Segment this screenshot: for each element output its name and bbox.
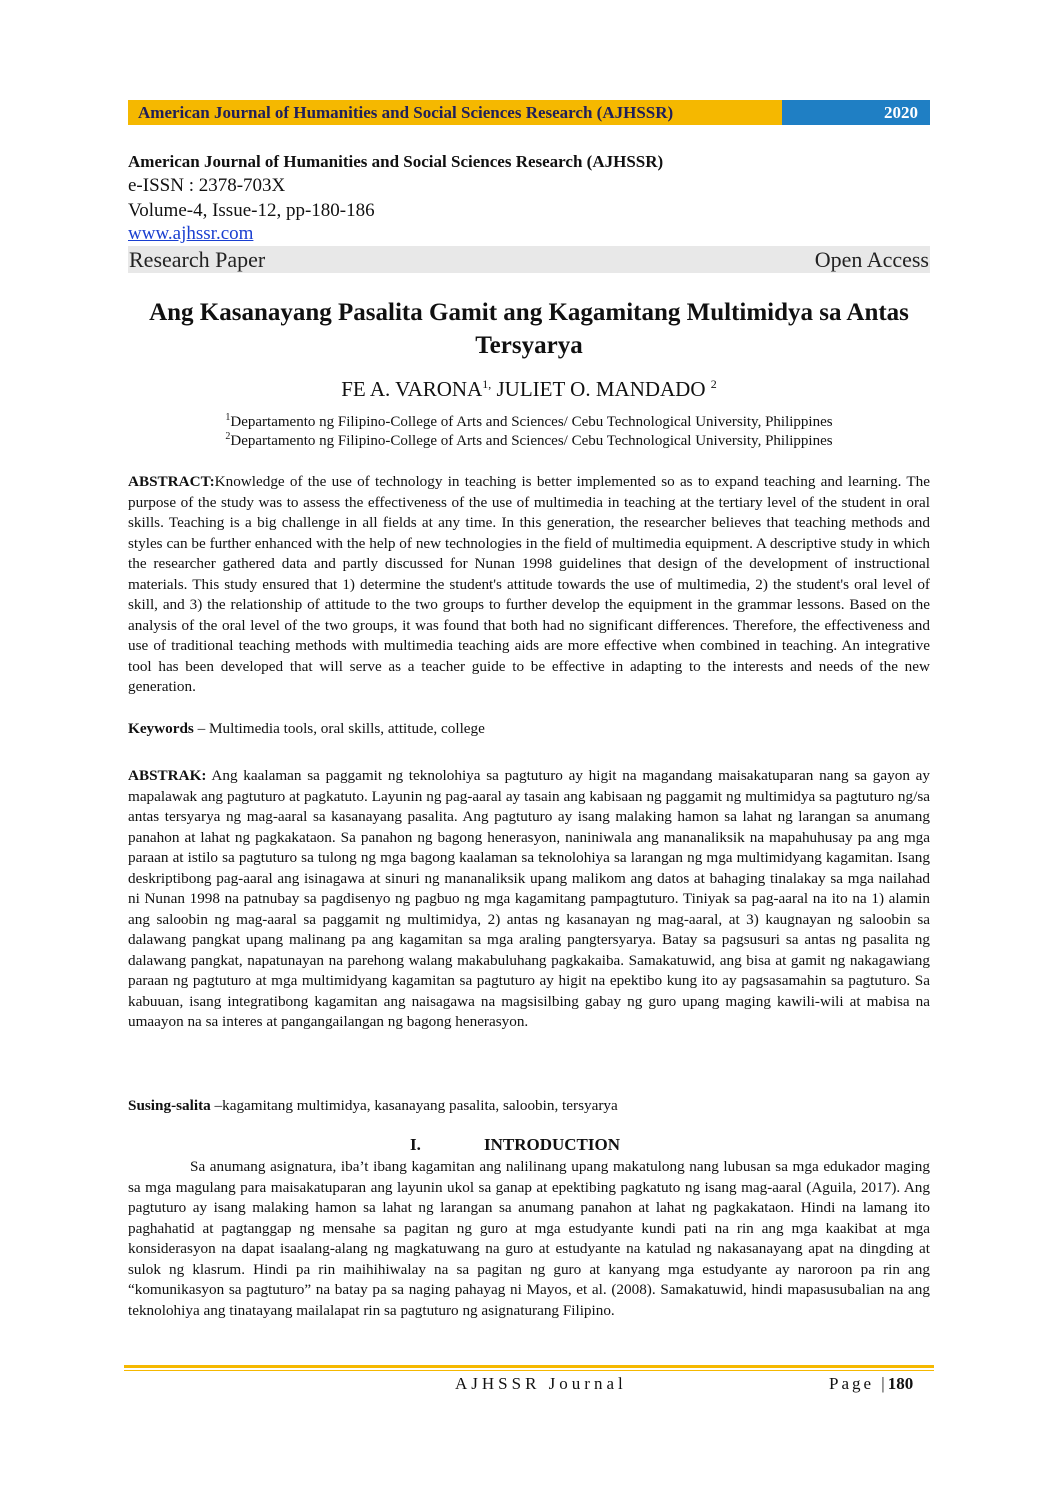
susing-salita-line [128, 1096, 930, 1117]
affiliation-1 [128, 412, 930, 431]
keywords-line [128, 719, 930, 740]
journal-name: American Journal of Humanities and Social Sciences Research (AJHSSR) [128, 152, 664, 171]
section-number: I. [410, 1135, 421, 1154]
abstrak-label: ABSTRAK: [128, 767, 207, 784]
author-line [128, 377, 930, 402]
author-1: FE A. VARONA [341, 377, 483, 401]
introduction-paragraph: Sa anumang asignatura, iba’t ibang kagamitan ang nalilinang upang makatulong nang lubusan sa mga edukador maging sa mga magulang para maisakatuparan ang layunin ukol sa ganap at epektibing pagkatuto ng isang mag-aaral (Aguila, 2017). Ang pagtuturo ay isang malaking hamon sa lahat ng larangan sa anumang panahon at lahat ng pagkakataon. Hindi na lamang ito paghahatid at pagtanggap ng mensahe sa pagitan ng guro at mga estudyante kundi pati na rin ang mga kaakibat at mga konsiderasyon na dapat isaalang-alang ng magkatuwang na guro at estudyante na katulad ng nakasanayang apat na dingding at sulok ng klasrum. Hindi pa rin maihihiwalay na sa pagitan ng guro at kanyang mga estudyante ay naroroon pa rin ang “komunikasyon sa pagtuturo” na batay pa sa naging pahayag ni Mayos, et al. (2008). Samakatuwid, hindi mapasusubalian na ang teknolohiya ang tinatayang mailalapat rin sa pagtuturo ng asignaturang Filipino. [128, 1158, 930, 1319]
affiliation-2 [128, 431, 930, 450]
paper-type-bar [128, 246, 930, 273]
footer-page [829, 1374, 913, 1394]
footer-page-label: Page | [829, 1374, 888, 1393]
footer-rule-thin [124, 1370, 934, 1371]
abstrak-text: Ang kaalaman sa paggamit ng teknolohiya sa pagtuturo ay higit na magandang maisakatuparan nang sa gayon ay mapalawak ang pagtuturo at pagkatuto. Layunin ng pag-aaral ay tasain ang kabisaan ng paggamit ng multimidya sa pagtuturo ng/sa antas tersyarya ng mag-aaral sa kasanayang pasalita. Ang pagtuturo ay isang malaking hamon sa lahat ng larangan sa anumang panahon at lahat ng pagkakataon. Sa panahon ng bagong henerasyon, naniniwala ang mananaliksik na mapahuhusay pa ang mga paraan at istilo sa pagtuturo sa tulong ng mga bagong kaalaman sa teknolohiya sa larangan ng mga multimidyang kagamitan. Isang deskriptibong pag-aaral ang isinagawa at sinuri ng mananaliksik upang malikom ang datos at bahaging tinalakay sa mga nailahad ni Nunan 1998 na patnubay sa pagdisenyo ng pagbuo ng mga kagamitang pampagtuturo. Tiniyak sa pag-aaral na ito na 1) alamin ang saloobin ng mag-aaral sa paggamit ng multimidya, 2) antas ng kasanayan ng mag-aaral, at 3) kaugnayan ng saloobin sa dalawang pangkat upang malinang pa ang kagamitan sa mga araling pangtersyarya. Batay sa pagsusuri sa antas ng pasalita ng dalawang pangkat, napatunayan na parehong walang makabuluhang pagkakaiba. Samakatuwid, ang bisa at gamit ng nakagawiang paraan ng pagtuturo at mga multimidyang kagamitan sa pagtuturo ay higit na epektibo kung ito ay pagsasamahin sa pagtuturo. Sa kabuuan, isang integratibong kagamitan ang naisagawa na magsisilbing gabay ng guro upang maging kawili-wili at mabisa na umaayon na sa interes at pangangailangan ng bagong henerasyon. [128, 767, 930, 1030]
affiliation-2-text: Departamento ng Filipino-College of Arts and Sciences/ Cebu Technological University, Philippines [230, 433, 833, 449]
author-2-sup: 2 [710, 377, 717, 391]
abstract-paragraph [128, 472, 930, 698]
abstract-text: Knowledge of the use of technology in teaching is better implemented so as to expand teaching and learning. The purpose of the study was to assess the effectiveness of the use of multimedia in teaching at the tertiary level of the student in oral skills. Teaching is a big challenge in all fields at any time. In this generation, the researcher believes that teaching methods and styles can be further enhanced with the help of new technologies in the field of multimedia equipment. A descriptive study in which the researcher gathered data and partly discussed for Nunan 1998 guidelines that design of the development of instructional materials. This study ensured that 1) determine the student's attitude towards the use of multimedia, 2) the student's oral level of skill, and 3) the relationship of attitude to the two groups to further develop the equipment in the grammar lessons. Based on the analysis of the oral level of the two groups, it was found that both had no significant differences. Therefore, the effectiveness and use of traditional teaching methods with multimedia teaching aids are more effective when combined in teaching. An integrative tool has been developed that will serve as a teacher guide to be effective in adapting to the interests and needs of the new generation. [128, 473, 930, 695]
footer-rule-thick [124, 1365, 934, 1368]
author-1-sup: 1, [482, 377, 492, 391]
journal-banner [128, 100, 930, 125]
paper-type: Research Paper [129, 246, 266, 272]
journal-banner-year: 2020 [782, 100, 930, 125]
section-title: INTRODUCTION [484, 1135, 621, 1154]
affiliation-1-sup: 1 [225, 412, 231, 423]
keywords-label: Keywords [128, 720, 194, 737]
footer-page-number: 180 [887, 1374, 914, 1393]
affiliation-1-text: Departamento ng Filipino-College of Arts and Sciences/ Cebu Technological University, Philippines [230, 414, 833, 430]
author-2: JULIET O. MANDADO [491, 377, 711, 401]
paper-title: Ang Kasanayang Pasalita Gamit ang Kagamitang Multimidya sa Antas Tersyarya [149, 299, 909, 359]
footer-journal: AJHSSR Journal [455, 1374, 627, 1393]
keywords-text: – Multimedia tools, oral skills, attitude, college [193, 720, 485, 737]
access-type: Open Access [814, 246, 929, 272]
journal-banner-title: American Journal of Humanities and Social Sciences Research (AJHSSR) [128, 100, 782, 125]
journal-url-link[interactable]: www.ajhssr.com [128, 223, 254, 244]
susing-salita-label: Susing-salita [128, 1097, 211, 1114]
abstrak-paragraph [128, 766, 930, 1033]
journal-volume: Volume-4, Issue-12, pp-180-186 [128, 200, 375, 221]
affiliation-2-sup: 2 [225, 431, 231, 442]
journal-issn: e-ISSN : 2378-703X [128, 175, 286, 196]
abstract-label: ABSTRACT: [128, 473, 215, 490]
susing-salita-text: –kagamitang multimidya, kasanayang pasalita, saloobin, tersyarya [210, 1097, 618, 1114]
